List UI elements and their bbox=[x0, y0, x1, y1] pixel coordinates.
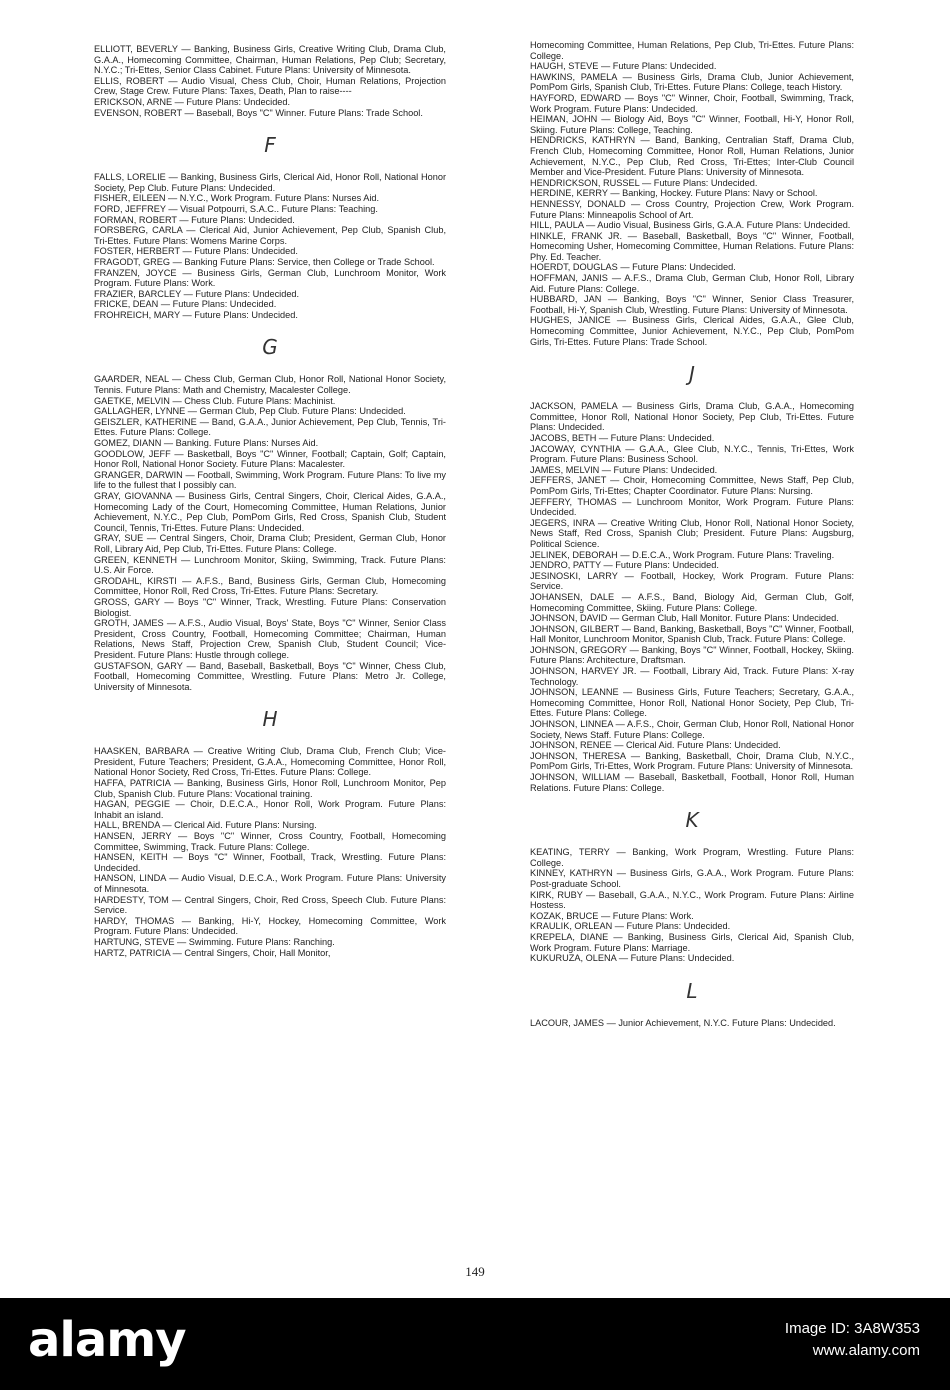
student-entry: GAARDER, NEAL — Chess Club, German Club, Honor Roll, National Honor Society, Tennis. Future Plans: Math and Chemistry, Macalester College. bbox=[94, 374, 446, 396]
student-entry: Homecoming Committee, Human Relations, Pep Club, Tri-Ettes. Future Plans: College. bbox=[530, 40, 854, 61]
student-entry: LACOUR, JAMES — Junior Achievement, N.Y.C. Future Plans: Undecided. bbox=[530, 1017, 836, 1028]
section-letter: H bbox=[262, 707, 278, 732]
student-entry: HARDY, THOMAS — Banking, Hi-Y, Hockey, Homecoming Committee, Work Program. Future Plans: Undecided. bbox=[94, 915, 446, 937]
student-entry: FORSBERG, CARLA — Clerical Aid, Junior Achievement, Pep Club, Spanish Club, Tri-Ettes. Future Plans: Womens Marine Corps. bbox=[94, 225, 446, 246]
student-entry: GRAY, SUE — Central Singers, Choir, Drama Club; President, German Club, Honor Roll, Library Aid, Pep Club, Tri-Ettes. Future Plans: College. bbox=[94, 533, 446, 554]
student-entry: JEGERS, INRA — Creative Writing Club, Honor Roll, National Honor Society, News Staff, Red Cross, Spanish Club; President. Future Plans: Augsburg, Political Science. bbox=[530, 517, 854, 549]
student-entry: FRAZIER, BARCLEY — Future Plans: Undecided. bbox=[94, 288, 300, 299]
student-entry: GREEN, KENNETH — Lunchroom Monitor, Skiing, Swimming, Track. Future Plans: U.S. Air Force. bbox=[94, 554, 446, 576]
student-entry: HENDRICKS, KATHRYN — Band, Banking, Centralian Staff, Drama Club, French Club, Homecoming Committee, Honor Roll, Human Relations, Junior Achievement, N.Y.C., Pep Club, Red Cross, Tri-Ettes; Inter-Club Council Member and Vice-President. Future Plans: University of Minnesota. bbox=[530, 135, 854, 178]
student-entry: GROTH, JAMES — A.F.S., Audio Visual, Boys' State, Boys "C" Winner, Senior Class President, Cross Country, Football, Homecoming Committee; Chairman, Human Relations, News Staff, Projection Crew, Spanish Club, Student Council; Vice-President. Future Plans: Hustle through college. bbox=[94, 618, 446, 660]
student-entry: FRANZEN, JOYCE — Business Girls, German Club, Lunchroom Monitor, Work Program. Future Plans: Work. bbox=[94, 267, 446, 289]
student-entry: EVENSON, ROBERT — Baseball, Boys "C" Winner. Future Plans: Trade School. bbox=[94, 107, 423, 118]
student-entry: GAETKE, MELVIN — Chess Club. Future Plans: Machinist. bbox=[94, 395, 336, 406]
student-entry: HINKLE, FRANK JR. — Baseball, Basketball, Boys "C" Winner, Football, Homecoming Usher, Homecoming Committee, Human Relations. Future Plans: Phy. Ed. Teacher. bbox=[530, 230, 854, 262]
student-entry: HARTUNG, STEVE — Swimming. Future Plans: Ranching. bbox=[94, 936, 335, 947]
student-entry: JEFFERY, THOMAS — Lunchroom Monitor, Work Program. Future Plans: Undecided. bbox=[530, 496, 854, 518]
student-entry: FORMAN, ROBERT — Future Plans: Undecided. bbox=[94, 214, 295, 225]
student-entry: KOZAK, BRUCE — Future Plans: Work. bbox=[530, 910, 694, 921]
student-entry: ELLIOTT, BEVERLY — Banking, Business Girls, Creative Writing Club, Drama Club, G.A.A., Homecoming Committee, Chairman, Human Relations, Pep Club; Secretary, N.Y.C.; Tri-Ettes, Senior Class Cabinet. Future Plans: University of Minnesota. bbox=[94, 44, 446, 76]
student-entry: GUSTAFSON, GARY — Band, Baseball, Basketball, Boys "C" Winner, Chess Club, Football, Homecoming Committee, Wrestling. Future Plans: Metro Jr. College, University of Minnesota. bbox=[94, 660, 446, 692]
student-entry: JOHANSEN, DALE — A.F.S., Band, Biology Aid, German Club, Golf, Homecoming Committee, Skiing. Future Plans: College. bbox=[530, 591, 854, 613]
section-letter: F bbox=[264, 133, 276, 158]
student-entry: KRAULIK, ORLEAN — Future Plans: Undecided. bbox=[530, 921, 731, 932]
student-entry: JEFFERS, JANET — Choir, Homecoming Committee, News Staff, Pep Club, PomPom Girls, Tri-Ettes; Chapter Coordinator. Future Plans: Nursing. bbox=[530, 475, 854, 496]
student-entry: HILL, PAULA — Audio Visual, Business Girls, G.A.A. Future Plans: Undecided. bbox=[530, 220, 851, 231]
student-entry: JOHNSON, THERESA — Banking, Basketball, Choir, Drama Club, N.Y.C., PomPom Girls, Tri-Ettes, Work Program. Future Plans: University of Minnesota. bbox=[530, 750, 854, 772]
student-entry: JOHNSON, GREGORY — Banking, Boys "C" Winner, Football, Hockey, Skiing. Future Plans: Architecture, Draftsman. bbox=[530, 644, 854, 666]
student-entry: FOSTER, HERBERT — Future Plans: Undecided. bbox=[94, 246, 298, 257]
watermark-info bbox=[785, 1318, 920, 1362]
student-entry: HARDESTY, TOM — Central Singers, Choir, Red Cross, Speech Club. Future Plans: Service. bbox=[94, 894, 446, 916]
student-entry: HAASKEN, BARBARA — Creative Writing Club, Drama Club, French Club; Vice-President, Future Teachers; President, G.A.A., Homecoming Committee, Honor Roll, National Honor Society, Red Cross, Tri-Ettes. Future Plans: College. bbox=[94, 746, 446, 778]
student-entry: JOHNSON, DAVID — German Club, Hall Monitor. Future Plans: Undecided. bbox=[530, 613, 839, 624]
student-entry: KUKURUZA, OLENA — Future Plans: Undecided. bbox=[530, 953, 735, 964]
student-entry: FRICKE, DEAN — Future Plans: Undecided. bbox=[94, 299, 277, 310]
student-entry: JACOBS, BETH — Future Plans: Undecided. bbox=[530, 433, 715, 443]
section-letter: J bbox=[689, 362, 695, 387]
student-entry: JOHNSON, GILBERT — Band, Banking, Basketball, Boys "C" Winner, Football, Hall Monitor, Lunchroom Monitor, Spanish Club, Track. Future Plans: College. bbox=[530, 623, 854, 645]
student-entry: ELLIS, ROBERT — Audio Visual, Chess Club, Choir, Human Relations, Projection Crew, Stage Crew. Future Plans: Taxes, Death, Plan to raise---- bbox=[94, 75, 446, 97]
page-number: 149 bbox=[465, 1264, 485, 1279]
student-entry: JAMES, MELVIN — Future Plans: Undecided. bbox=[530, 464, 718, 475]
student-entry: HENDRICKSON, RUSSEL — Future Plans: Undecided. bbox=[530, 177, 758, 188]
student-entry: JELINEK, DEBORAH — D.E.C.A., Work Program. Future Plans: Traveling. bbox=[530, 549, 835, 560]
student-entry: FRAGODT, GREG — Banking Future Plans: Service, then College or Trade School. bbox=[94, 256, 435, 267]
student-entry: JOHNSON, LEANNE — Business Girls, Future Teachers; Secretary, G.A.A., Homecoming Committee, Honor Roll, National Honor Society, Pep Club, Tri-Ettes. Future Plans: College. bbox=[530, 687, 854, 719]
site-url: www.alamy.com bbox=[812, 1342, 920, 1359]
student-entry: GEISZLER, KATHERINE — Band, G.A.A., Junior Achievement, Pep Club, Tennis, Tri-Ettes. Future Plans: College. bbox=[94, 416, 446, 438]
student-entry: HALL, BRENDA — Clerical Aid. Future Plans: Nursing. bbox=[94, 820, 317, 831]
student-entry: GOODLOW, JEFF — Basketball, Boys "C" Winner, Football; Captain, Golf; Captain, Honor Roll, National Honor Society. Future Plans: Macalester. bbox=[94, 448, 446, 470]
student-entry: HOERDT, DOUGLAS — Future Plans: Undecided. bbox=[530, 262, 736, 273]
student-entry: HAWKINS, PAMELA — Business Girls, Drama Club, Junior Achievement, PomPom Girls, Spanish Club, Tri-Ettes. Future Plans: College, teach History. bbox=[530, 71, 854, 93]
student-entry: GROSS, GARY — Boys "C" Winner, Track, Wrestling. Future Plans: Conservation Biologist. bbox=[94, 596, 446, 618]
student-entry: HAGAN, PEGGIE — Choir, D.E.C.A., Honor Roll, Work Program. Future Plans: Inhabit an island. bbox=[94, 799, 446, 820]
image-id: Image ID: 3A8W353 bbox=[784, 1320, 920, 1337]
student-entry: HARTZ, PATRICIA — Central Singers, Choir, Hall Monitor, bbox=[94, 947, 331, 958]
student-entry: GALLAGHER, LYNNE — German Club, Pep Club. Future Plans: Undecided. bbox=[94, 406, 406, 417]
student-entry: HAFFA, PATRICIA — Banking, Business Girls, Honor Roll, Lunchroom Monitor, Pep Club, Spanish Club. Future Plans: Vocational training. bbox=[94, 778, 446, 799]
student-entry: JESINOSKI, LARRY — Football, Hockey, Work Program. Future Plans: Service. bbox=[530, 570, 854, 592]
student-entry: KEATING, TERRY — Banking, Work Program, Wrestling. Future Plans: College. bbox=[530, 847, 854, 868]
student-entry: FISHER, EILEEN — N.Y.C., Work Program. Future Plans: Nurses Aid. bbox=[94, 193, 380, 204]
student-entry: JOHNSON, WILLIAM — Baseball, Basketball, Football, Honor Roll, Human Relations. Future Plans: College. bbox=[530, 772, 854, 793]
student-entry: HUGHES, JANICE — Business Girls, Clerical Aides, G.A.A., Glee Club, Homecoming Committee, Junior Achievement, N.Y.C., Pep Club, PomPom Girls, Tri-Ettes. Future Plans: Trade School. bbox=[530, 315, 854, 347]
watermark-bar bbox=[0, 1298, 950, 1390]
student-entry: GRAY, GIOVANNA — Business Girls, Central Singers, Choir, Clerical Aides, G.A.A., Homecoming Lady of the Court, Homecoming Committee, Human Relations, Junior Achievement, N.Y.C., Pep Club, PomPom Girls, Red Cross, Spanish Club, Student Council, Tennis, Tri-Ettes. Future Plans: Undecided. bbox=[94, 491, 446, 533]
student-entry: HANSON, LINDA — Audio Visual, D.E.C.A., Work Program. Future Plans: University of Minnesota. bbox=[94, 873, 446, 894]
student-entry: FALLS, LORELIE — Banking, Business Girls, Clerical Aid, Honor Roll, National Honor Society, Pep Club. Future Plans: Undecided. bbox=[94, 172, 446, 193]
student-entry: JENDRO, PATTY — Future Plans: Undecided. bbox=[530, 560, 719, 571]
student-entry: JACOWAY, CYNTHIA — G.A.A., Glee Club, N.Y.C., Tennis, Tri-Ettes, Work Program. Future Plans: Business School. bbox=[530, 443, 854, 465]
student-entry: JOHNSON, LINNEA — A.F.S., Choir, German Club, Honor Roll, National Honor Society, News Staff. Future Plans: College. bbox=[530, 719, 854, 740]
student-entry: HANSEN, JERRY — Boys "C" Winner, Cross Country, Football, Homecoming Committee, Swimming, Track. Future Plans: College. bbox=[94, 831, 446, 852]
alamy-logo: alamy bbox=[28, 1312, 186, 1368]
right-column bbox=[530, 40, 854, 1028]
section-letter: L bbox=[686, 978, 698, 1003]
student-entry: HENNESSY, DONALD — Cross Country, Projection Crew, Work Program. Future Plans: Minneapolis School of Art. bbox=[530, 198, 854, 220]
student-entry: HAYFORD, EDWARD — Boys "C" Winner, Choir, Football, Swimming, Track, Work Program. Future Plans: Undecided. bbox=[530, 92, 854, 114]
student-entry: HEIMAN, JOHN — Biology Aid, Boys "C" Winner, Football, Hi-Y, Honor Roll, Skiing. Future Plans: College, Teaching. bbox=[530, 114, 854, 135]
student-entry: FROHREICH, MARY — Future Plans: Undecided. bbox=[94, 309, 298, 320]
student-entry: GRODAHL, KIRSTI — A.F.S., Band, Business Girls, German Club, Homecoming Committee, Honor Roll, Red Cross, Tri-Ettes. Future Plans: Secretary. bbox=[94, 575, 446, 597]
student-entry: JOHNSON, HARVEY JR. — Football, Library Aid, Track. Future Plans: X-ray Technology. bbox=[530, 666, 854, 687]
student-entry: JACKSON, PAMELA — Business Girls, Drama Club, G.A.A., Homecoming Committee, Honor Roll, National Honor Society, Pep Club, Tri-Ettes. Future Plans: Undecided. bbox=[530, 401, 854, 433]
student-entry: KREPELA, DIANE — Banking, Business Girls, Clerical Aid, Spanish Club, Work Program. Future Plans: Marriage. bbox=[530, 931, 854, 953]
section-letter: K bbox=[685, 808, 699, 833]
student-entry: KINNEY, KATHRYN — Business Girls, G.A.A., Work Program. Future Plans: Post-graduate School. bbox=[530, 868, 854, 889]
student-entry: GRANGER, DARWIN — Football, Swimming, Work Program. Future Plans: To live my life to the fullest that I possibly can. bbox=[94, 469, 446, 491]
section-letter: G bbox=[262, 335, 278, 360]
student-entry: KIRK, RUBY — Baseball, G.A.A., N.Y.C., Work Program. Future Plans: Airline Hostess. bbox=[530, 889, 854, 911]
student-entry: FORD, JEFFREY — Visual Potpourri, S.A.C.. Future Plans: Teaching. bbox=[94, 203, 378, 214]
student-entry: GOMEZ, DIANN — Banking. Future Plans: Nurses Aid. bbox=[94, 438, 319, 449]
student-entry: HAUGH, STEVE — Future Plans: Undecided. bbox=[530, 61, 717, 72]
student-entry: HOFFMAN, JANIS — A.F.S., Drama Club, German Club, Honor Roll, Library Aid. Future Plans: College. bbox=[530, 273, 854, 294]
student-entry: ERICKSON, ARNE — Future Plans: Undecided. bbox=[94, 96, 291, 107]
student-entry: HANSEN, KEITH — Boys "C" Winner, Football, Track, Wrestling. Future Plans: Undecided. bbox=[94, 852, 446, 873]
left-column bbox=[94, 44, 446, 958]
student-entry: HUBBARD, JAN — Banking, Boys "C" Winner, Senior Class Treasurer, Football, Hi-Y, Spanish Club, Wrestling. Future Plans: University of Minnesota. bbox=[530, 294, 854, 315]
student-entry: JOHNSON, RENEE — Clerical Aid. Future Plans: Undecided. bbox=[530, 740, 781, 751]
student-entry: HERDINE, KERRY — Banking, Hockey. Future Plans: Navy or School. bbox=[530, 188, 818, 199]
